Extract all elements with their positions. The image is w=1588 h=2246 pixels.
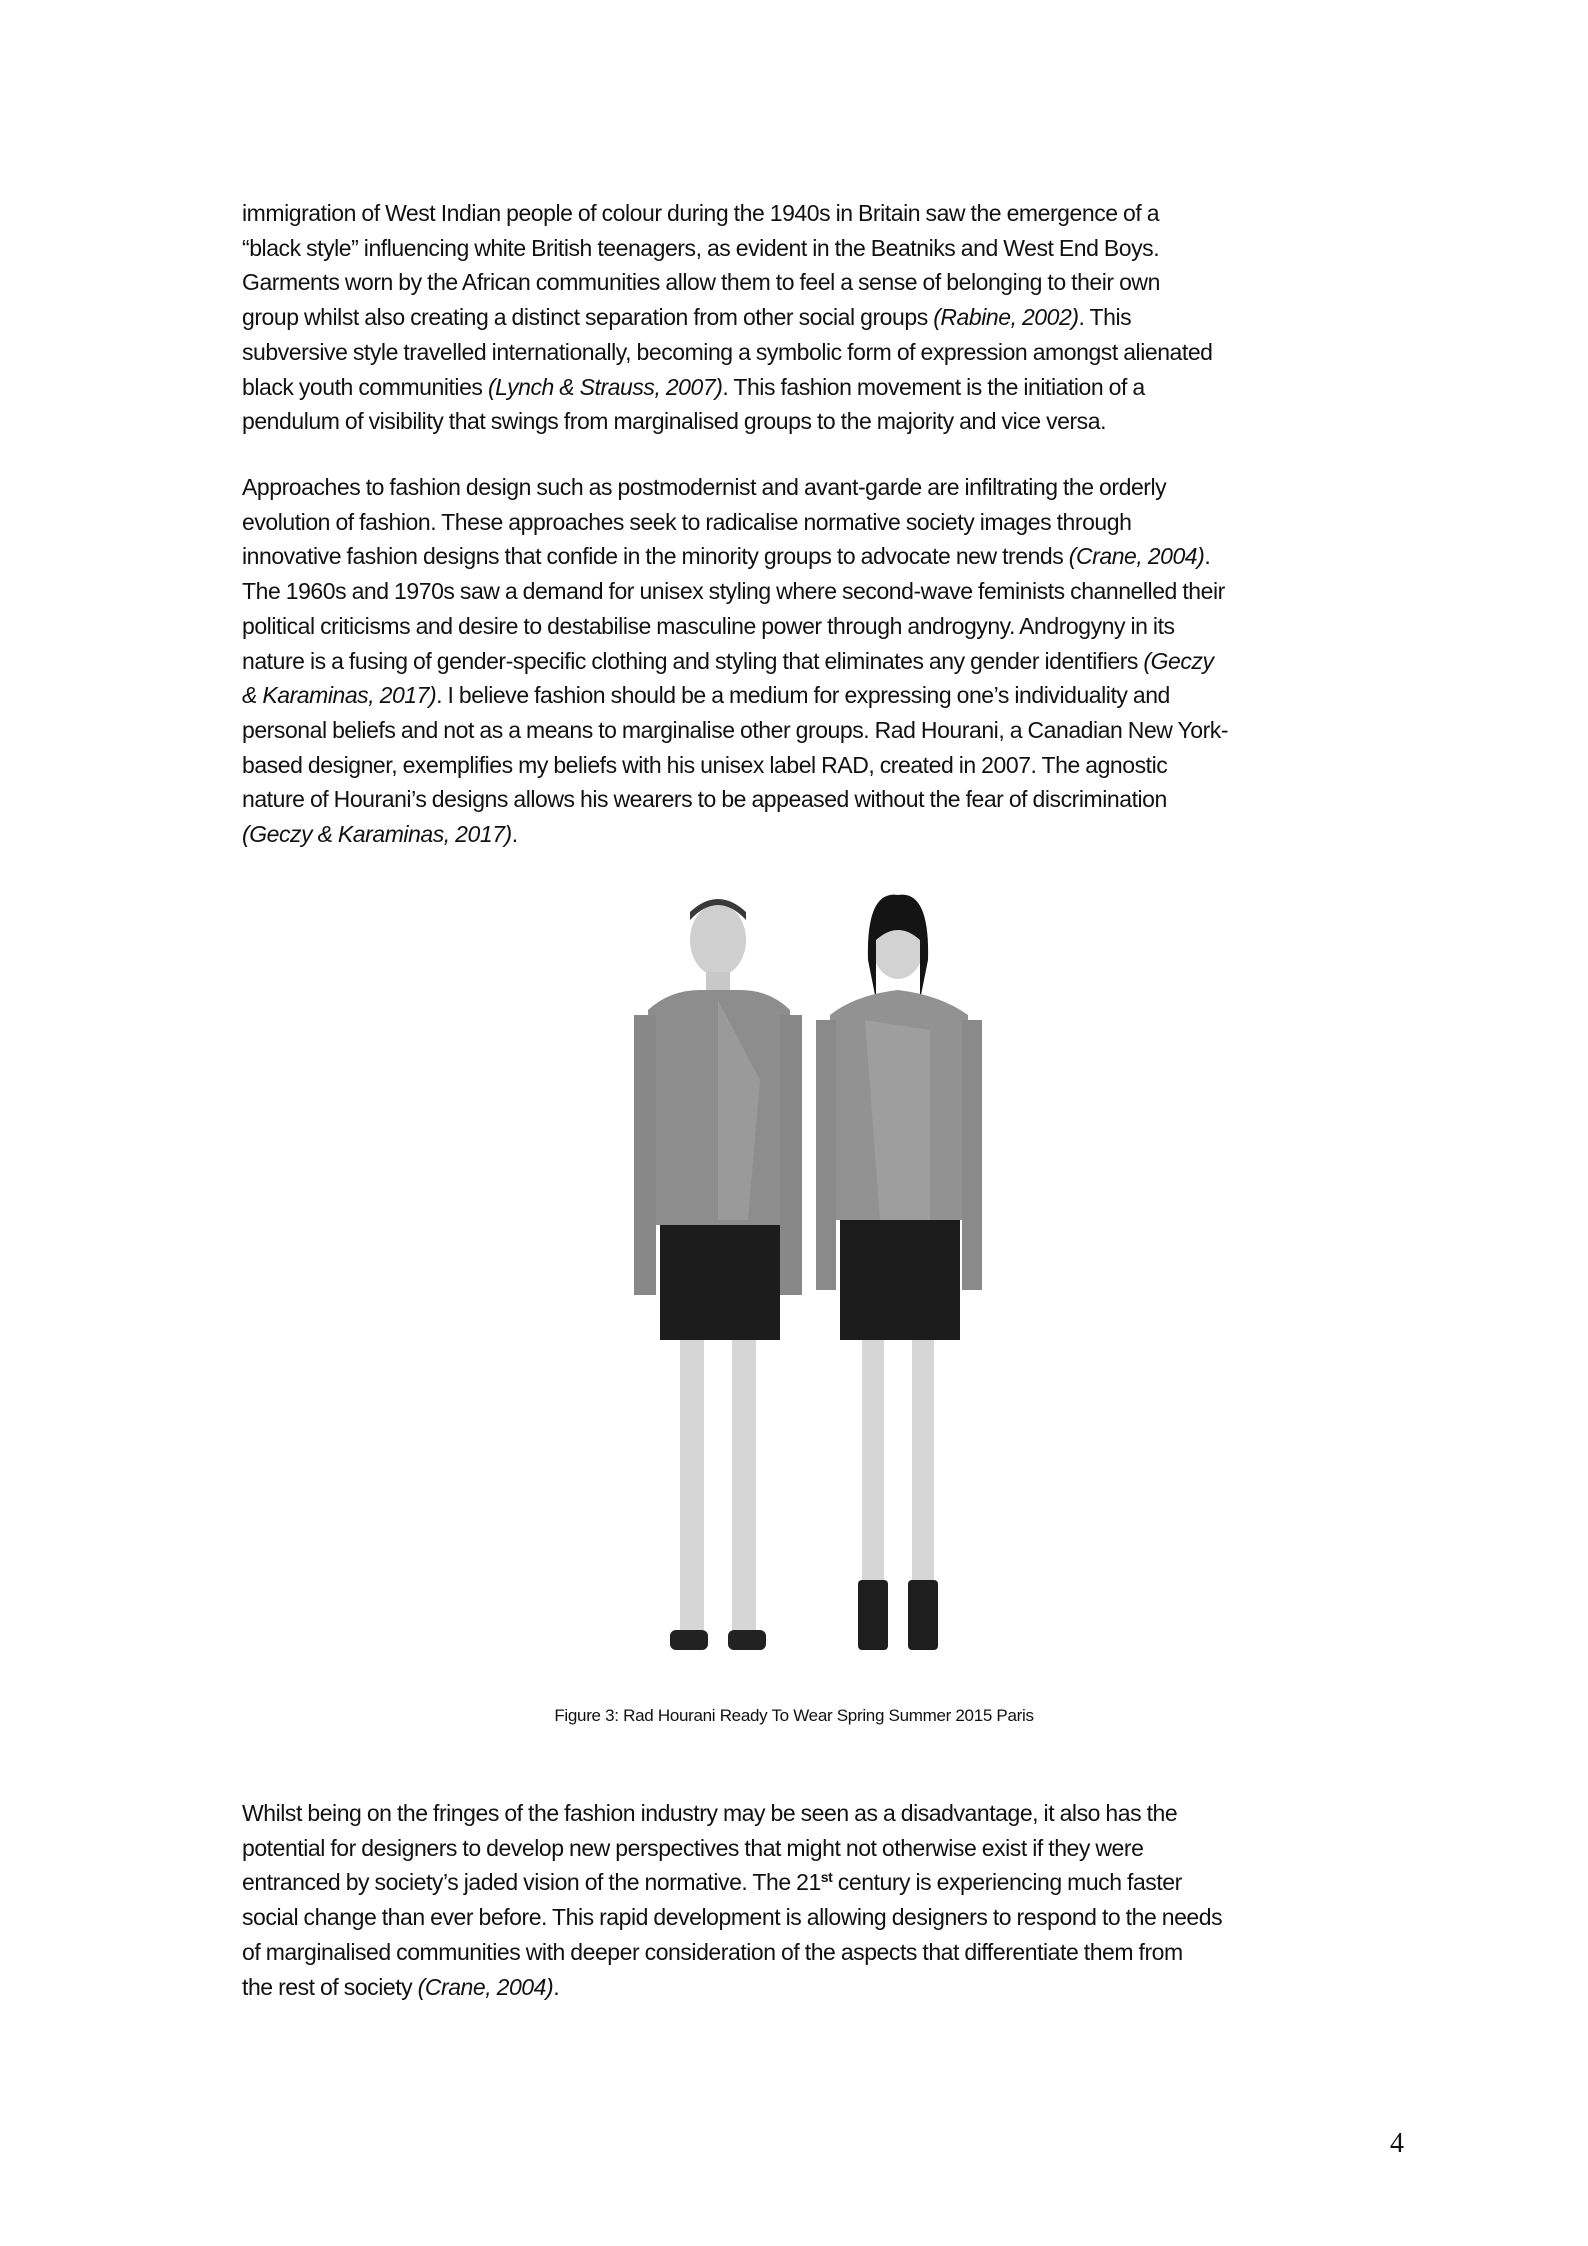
- text-segment: entranced by society’s jaded vision of the normative. The 21: [242, 1869, 821, 1896]
- text-segment: .: [553, 1973, 560, 2000]
- text-line: [242, 370, 1412, 405]
- text-segment: of marginalised communities with deeper consideration of the aspects that differentiate them from: [242, 1938, 1183, 1965]
- text-segment: innovative fashion designs that confide in the minority groups to advocate new trends: [242, 543, 1069, 570]
- text-line: [242, 817, 1412, 852]
- text-line: [242, 404, 1412, 439]
- text-segment: social change than ever before. This rapid development is allowing designers to respond to the needs: [242, 1904, 1223, 1931]
- citation: (Rabine, 2002): [933, 304, 1079, 331]
- text-segment: potential for designers to develop new perspectives that might not otherwise exist if they were: [242, 1834, 1144, 1861]
- text-line: [242, 609, 1412, 644]
- text-segment: subversive style travelled internationally, becoming a symbolic form of expression amongst alienated: [242, 338, 1213, 365]
- text-segment: “black style” influencing white British teenagers, as evident in the Beatniks and West End Boys.: [242, 234, 1160, 261]
- text-line: [242, 748, 1412, 783]
- text-segment: immigration of West Indian people of colour during the 1940s in Britain saw the emergence of a: [242, 200, 1160, 226]
- text-line: [242, 196, 1412, 231]
- citation: (Crane, 2004): [417, 1973, 554, 2000]
- text-segment: based designer, exemplifies my beliefs with his unisex label RAD, created in 2007. The agnostic: [242, 751, 1168, 778]
- text-line: [242, 505, 1412, 540]
- text-segment: nature is a fusing of gender-specific clothing and styling that eliminates any gender identifiers: [242, 647, 1144, 674]
- text-line: [242, 1935, 1412, 1970]
- text-line: [242, 335, 1412, 370]
- text-line: [242, 231, 1412, 266]
- text-segment: . I believe fashion should be a medium for expressing one’s individuality and: [436, 682, 1170, 709]
- text-line: [242, 1970, 1412, 2005]
- text-segment: . This: [1078, 304, 1132, 331]
- text-segment: political criticisms and desire to destabilise masculine power through androgyny. Androgyny in its: [242, 612, 1175, 639]
- page-number: 4: [1390, 2128, 1404, 2159]
- text-segment: nature of Hourani’s designs allows his wearers to be appeased without the fear of discrimination: [242, 786, 1167, 813]
- citation: (Lynch & Strauss, 2007): [487, 373, 723, 400]
- citation: (Geczy & Karaminas, 2017): [242, 821, 512, 848]
- text-segment: The 1960s and 1970s saw a demand for unisex styling where second-wave feminists channelled their: [242, 578, 1225, 605]
- text-line: [242, 644, 1412, 679]
- figure-caption: Figure 3: Rad Hourani Ready To Wear Spring Summer 2015 Paris: [554, 1706, 1034, 1725]
- text-segment: Garments worn by the African communities allow them to feel a sense of belonging to their own: [242, 269, 1160, 296]
- superscript: st: [820, 1869, 833, 1886]
- text-segment: group whilst also creating a distinct separation from other social groups: [242, 304, 934, 331]
- text-line: [242, 265, 1412, 300]
- text-segment: Approaches to fashion design such as postmodernist and avant-garde are infiltrating the orderly: [242, 474, 1167, 500]
- text-segment: personal beliefs and not as a means to marginalise other groups. Rad Hourani, a Canadian New York-: [242, 716, 1229, 743]
- text-line: [242, 539, 1412, 574]
- text-line: [242, 470, 1412, 505]
- text-line: [242, 1831, 1412, 1866]
- text-line: [242, 1900, 1412, 1935]
- text-line: [242, 1865, 1412, 1900]
- citation: (Crane, 2004): [1068, 543, 1205, 570]
- text-segment: .: [1204, 543, 1211, 570]
- text-segment: .: [511, 821, 518, 848]
- text-line: [242, 678, 1412, 713]
- text-segment: . This fashion movement is the initiation of a: [722, 373, 1145, 400]
- text-segment: evolution of fashion. These approaches seek to radicalise normative society images through: [242, 508, 1132, 535]
- citation: & Karaminas, 2017): [242, 682, 437, 709]
- text-segment: Whilst being on the fringes of the fashion industry may be seen as a disadvantage, it also has the: [242, 1800, 1178, 1826]
- text-line: [242, 574, 1412, 609]
- text-line: [242, 1796, 1412, 1831]
- citation: (Geczy: [1143, 647, 1214, 674]
- paragraph-3: [242, 1796, 1412, 2004]
- figure-photo-two-models: [630, 890, 985, 1680]
- text-segment: the rest of society: [242, 1973, 418, 2000]
- text-segment: black youth communities: [242, 373, 488, 400]
- text-line: [242, 300, 1412, 335]
- fashion-photo: [630, 890, 985, 1680]
- text-line: [242, 782, 1412, 817]
- text-segment: pendulum of visibility that swings from marginalised groups to the majority and vice versa.: [242, 408, 1107, 435]
- paragraph-1: [242, 196, 1412, 439]
- text-segment: century is experiencing much faster: [832, 1869, 1182, 1896]
- text-line: [242, 713, 1412, 748]
- paragraph-2: [242, 470, 1412, 852]
